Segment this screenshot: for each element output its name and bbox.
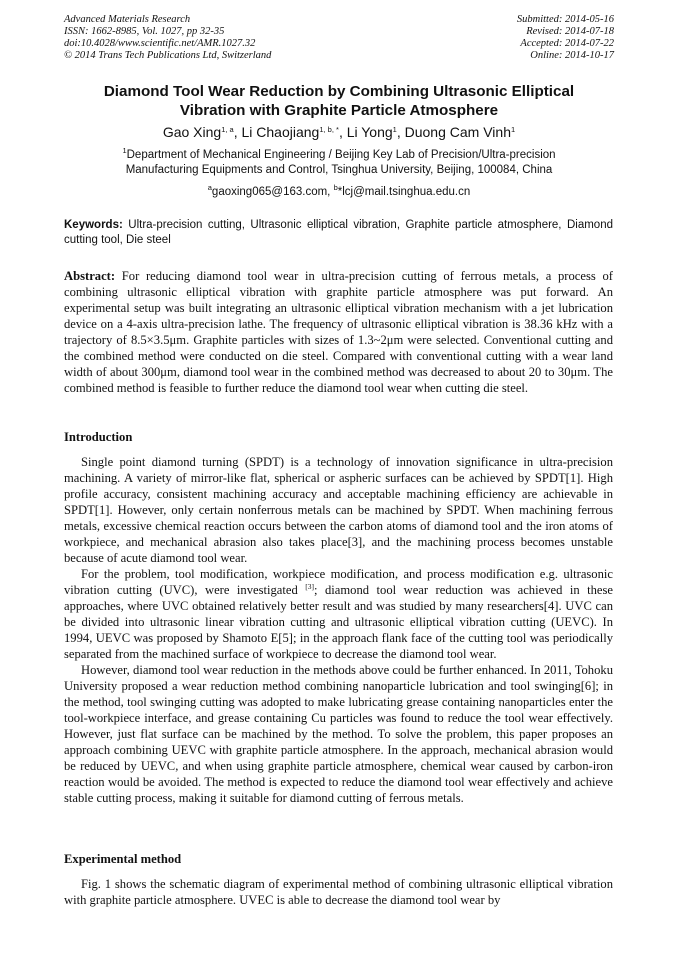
author-name: Duong Cam Vinh <box>404 124 511 140</box>
abstract-text: For reducing diamond tool wear in ultra-precision cutting of ferrous metals, a process of combining ultrasonic elliptical vibration with graphite particle atmosphere was put forward. An experimental setup was built integrating an ultrasonic elliptical vibration mechanism with a jet lubrication device on a 4-axis ultra-precision lathe. The frequency of ultrasonic elliptical vibration is 38.36 kHz with a trajectory of 8.5×3.5μm. Graphite particles with sizes of 1.3~2μm were selected. Conventional cutting and the combined method were conducted on die steel. Compared with conventional cutting with a wear land width of about 300μm, diamond tool wear in the combined method was decreased to about 20 to 30μm. The combined method is feasible to further reduce the diamond tool wear when cutting die steel. <box>64 269 613 395</box>
citation-mark: [3] <box>305 582 315 591</box>
keywords-label: Keywords: <box>64 219 123 231</box>
paragraph: For the problem, tool modification, workpiece modification, and process modification e.g. ultrasonic vibration cutting (UVC), were investigated [3]; diamond tool wear reduction was achieved in these approaches, where UVC obtained relatively better result and was studied by many researchers[4]. UVC can be divided into ultrasonic linear vibration cutting and ultrasonic elliptical vibration cutting (UEVC). In 1994, UEVC was proposed by Shamoto E[5]; in the approach flank face of the cutting tool was periodically separated from the machined surface of workpiece to decrease the diamond tool wear. <box>64 567 613 661</box>
affiliation <box>60 148 618 178</box>
affiliation-line-1: $^1$Department of Mechanical Engineering / Beijing Key Lab of Precision/Ultra-precision <box>122 146 556 161</box>
author-list: Gao Xing$^{1, a}$, Li Chaojiang$^{1, b, *}$, Li Yong$^1$, Duong Cam Vinh$^1$ <box>162 124 516 140</box>
section-heading-introduction: Introduction <box>64 430 133 444</box>
publication-dates <box>517 14 614 62</box>
affiliation-line-2: Manufacturing Equipments and Control, Tsinghua University, Beijing, 100084, China <box>125 164 553 176</box>
author-emails <box>60 185 618 200</box>
abstract-label: Abstract: <box>64 269 116 283</box>
author-affiliation-mark: 1 <box>392 125 397 134</box>
paragraph: However, diamond tool wear reduction in the methods above could be further enhanced. In 2011, Tohoku University proposed a wear reduction method combining nanoparticle lubrication and tool swinging[6]; in the method, tool swinging cutting was adopted to make lubricating grease containing nanoparticles enter the tool-workpiece interface, and grease containing Cu particles was found to reduce the tool wear effectively. However, just flat surface can be machined by the method. To solve the problem, this paper proposes an approach combining UEVC with graphite particle atmosphere. In the approach, mechanical abrasion would be reduced by UEVC, and when using graphite particle atmosphere, chemical wear caused by carbon-iron reaction would be avoided. The method is expected to reduce the diamond tool wear effectively and achieve stable cutting process, making it suitable for diamond cutting of ferrous metals. <box>64 663 613 805</box>
date-submitted: Submitted: 2014-05-16 <box>516 14 614 25</box>
date-accepted: Accepted: 2014-07-22 <box>520 38 614 49</box>
email-mark: a <box>207 183 212 192</box>
journal-header <box>64 14 614 62</box>
email-address: gaoxing065@163.com, <box>211 186 334 198</box>
title-line-2: Vibration with Graphite Particle Atmosphere <box>179 102 499 119</box>
journal-info <box>64 14 271 62</box>
introduction-body <box>64 454 613 806</box>
email-address: *lcj@mail.tsinghua.edu.cn <box>337 186 471 198</box>
journal-issn: ISSN: 1662-8985, Vol. 1027, pp 32-35 <box>64 26 225 37</box>
abstract <box>64 268 613 396</box>
author-name: Li Yong <box>346 124 393 140</box>
keywords-text: Ultra-precision cutting, Ultrasonic elliptical vibration, Graphite particle atmosphere, Diamond cutting tool, Die steel <box>64 219 613 246</box>
title-line-1: Diamond Tool Wear Reduction by Combining Ultrasonic Elliptical <box>103 83 575 100</box>
author-affiliation-mark: 1, a <box>221 125 234 134</box>
paragraph: Fig. 1 shows the schematic diagram of experimental method of combining ultrasonic elliptical vibration with graphite particle atmosphere. UVEC is able to decrease the diamond tool wear by <box>64 877 613 907</box>
author-name: Li Chaojiang <box>241 124 320 140</box>
section-heading-experimental-method: Experimental method <box>64 852 182 866</box>
journal-copyright: © 2014 Trans Tech Publications Ltd, Switzerland <box>64 50 272 61</box>
keywords <box>64 218 613 248</box>
paragraph: Single point diamond turning (SPDT) is a technology of innovation significance in ultra-precision machining. A variety of mirror-like flat, spherical or aspheric surfaces can be achieved by SPDT[1]. High profile accuracy, consistent machining accuracy and acceptable machining efficiency are achievable in SPDT[1]. However, only certain nonferrous metals can be machined by SPDT. When machining ferrous metals, excessive chemical reaction occurs between the carbon atoms of diamond tool and the iron atoms of workpiece, and mechanical abrasion also takes place[3], and the machining process becomes unstable because of acute diamond tool wear. <box>64 455 613 565</box>
experimental-body <box>64 876 613 908</box>
affiliation-mark: 1 <box>122 146 127 155</box>
journal-doi: doi:10.4028/www.scientific.net/AMR.1027.32 <box>64 38 256 49</box>
author-name: Gao Xing <box>162 124 222 140</box>
date-online: Online: 2014-10-17 <box>530 50 614 61</box>
email-mark: b <box>333 183 338 192</box>
journal-name: Advanced Materials Research <box>64 14 191 25</box>
author-affiliation-mark: 1, b, * <box>319 125 339 134</box>
date-revised: Revised: 2014-07-18 <box>526 26 614 37</box>
paper-title <box>70 82 608 120</box>
author-affiliation-mark: 1 <box>511 125 516 134</box>
